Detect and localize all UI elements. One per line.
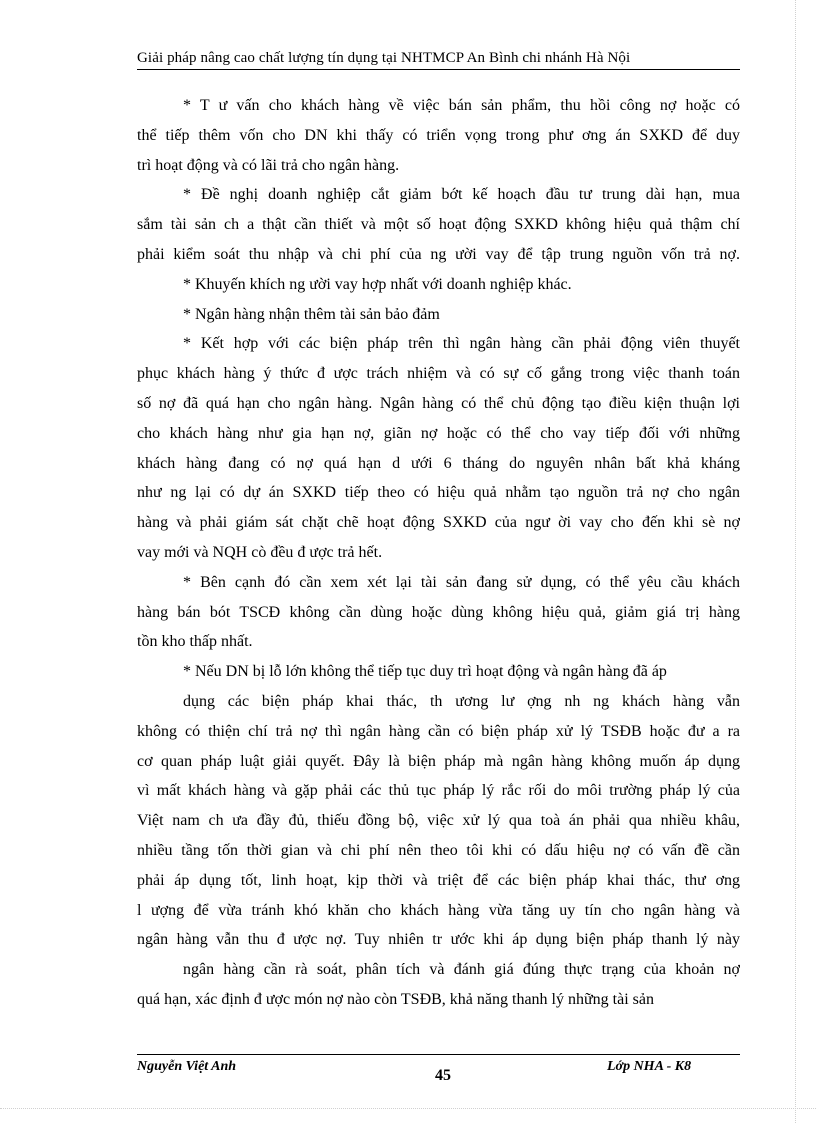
text-line: tồn kho thấp nhất.: [137, 633, 253, 651]
text-line: ngân hàng cần rà soát, phân tích và đánh giá đúng thực trạng của khoản nợ: [183, 961, 740, 979]
page-number: 45: [435, 1067, 451, 1084]
text-line: phải kiểm soát thu nhập và chi phí của ng ười vay để tập trung nguồn vốn trả nợ.: [137, 245, 740, 263]
text-line: * Ngân hàng nhận thêm tài sản bảo đảm: [183, 305, 440, 323]
text-line: cơ quan pháp luật giải quyết. Đây là biện pháp mà ngân hàng không muốn áp dụng: [137, 752, 740, 770]
text-line: hàng và phải giám sát chặt chẽ hoạt động SXKD của ngư ời vay cho đến khi sè nợ: [137, 514, 740, 532]
text-line: không có thiện chí trả nợ thì ngân hàng cần có biện pháp xử lý TSĐB hoặc đư a ra: [137, 722, 740, 740]
text-line: vay mới và NQH cò đều đ ược trả hết.: [137, 543, 383, 561]
text-line: * Khuyến khích ng ười vay hợp nhất với doanh nghiệp khác.: [183, 275, 572, 293]
text-line: hàng bán bót TSCĐ không cần dùng hoặc dùng không hiệu quả, giảm giá trị hàng: [137, 603, 740, 621]
text-line: cho khách hàng như gia hạn nợ, giãn nợ hoặc có thể cho vay tiếp đối với những: [137, 424, 740, 442]
text-line: nhiều tầng tốn thời gian và chi phí nên theo tôi khi có dấu hiệu nợ có vấn đề cần: [137, 841, 740, 859]
header-rule: [137, 69, 740, 70]
body-text: [137, 91, 740, 1015]
text-line: như ng lại có dự án SXKD tiếp theo có hiệu quả nhằm tạo nguồn trả nợ cho ngân: [137, 484, 740, 502]
text-line: l ượng để vừa tránh khó khăn cho khách hàng vừa tăng uy tín cho ngân hàng và: [137, 901, 740, 919]
text-line: dụng các biện pháp khai thác, th ương lư ợng nh ng khách hàng vẫn: [183, 692, 740, 710]
page-edge-bottom: [0, 1108, 816, 1109]
text-line: trì hoạt động và có lãi trả cho ngân hàng.: [137, 156, 400, 174]
text-line: * Đề nghị doanh nghiệp cắt giảm bớt kế hoạch đầu tư trung dài hạn, mua: [183, 186, 740, 204]
text-line: Việt nam ch ưa đầy đủ, thiếu đồng bộ, việc xử lý qua toà án phải qua nhiều khâu,: [137, 812, 740, 830]
text-line: * Nếu DN bị lỗ lớn không thể tiếp tục duy trì hoạt động và ngân hàng đã áp: [183, 663, 667, 681]
text-line: phải áp dụng tốt, linh hoạt, kịp thời và triệt để các biện pháp khai thác, thư ơng: [137, 871, 740, 889]
running-header: Giải pháp nâng cao chất lượng tín dụng tại NHTMCP An Bình chi nhánh Hà Nội: [137, 50, 631, 66]
text-line: số nợ đã quá hạn cho ngân hàng. Ngân hàng có thể chủ động tạo điều kiện thuận lợi: [137, 394, 740, 412]
footer-class: Lớp NHA - K8: [607, 1059, 692, 1074]
text-line: * T ư vấn cho khách hàng về việc bán sản phẩm, thu hồi công nợ hoặc có: [183, 97, 740, 114]
text-line: quá hạn, xác định đ ược món nợ nào còn TSĐB, khả năng thanh lý những tài sản: [137, 990, 654, 1008]
text-line: vì mất khách hàng và gặp phải các thủ tục pháp lý rắc rối do môi trường pháp lý của: [137, 782, 740, 800]
text-line: * Kết hợp với các biện pháp trên thì ngân hàng cần phải động viên thuyết: [183, 335, 740, 353]
footer-rule: [137, 1054, 740, 1055]
text-line: khách hàng đang có nợ quá hạn d ưới 6 tháng do nguyên nhân bất khả kháng: [137, 454, 740, 472]
text-line: phục khách hàng ý thức đ ược trách nhiệm và có sự cố gắng trong việc thanh toán: [137, 365, 740, 383]
text-line: thể tiếp thêm vốn cho DN khi thấy có triển vọng trong phư ơng án SXKD để duy: [137, 126, 740, 144]
text-line: * Bên cạnh đó cần xem xét lại tài sản đang sử dụng, có thể yêu cầu khách: [183, 573, 740, 591]
footer-author: Nguyễn Việt Anh: [137, 1059, 237, 1074]
text-line: sắm tài sản ch a thật cần thiết và một số hoạt động SXKD không hiệu quả thậm chí: [137, 216, 740, 234]
text-line: ngân hàng vẫn thu đ ược nợ. Tuy nhiên tr ước khi áp dụng biện pháp thanh lý này: [137, 931, 740, 949]
page-edge-right: [795, 0, 796, 1123]
